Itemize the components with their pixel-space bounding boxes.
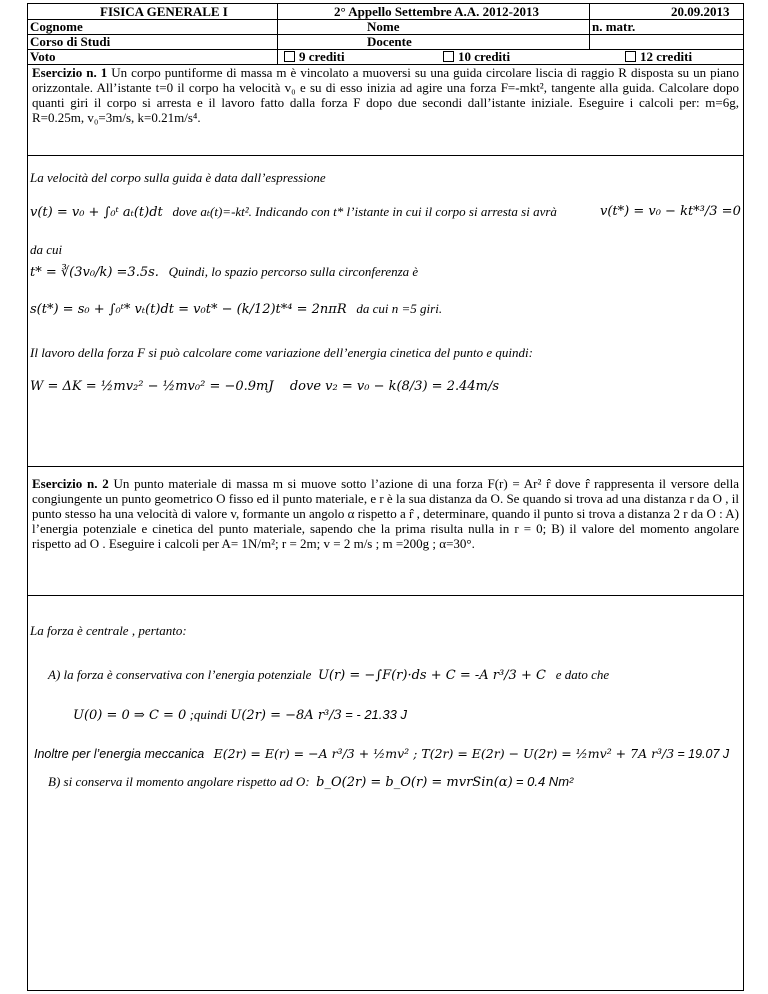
ex1-work-intro: Il lavoro della forza F si può calcolare come variazione dell’energia cinetica del punto e quindi: bbox=[30, 345, 533, 360]
ex2-potential-values: U(0) = 0 ⇒ C = 0 ;quindi U(2r) = −8A r³/3 = - 21.33 J bbox=[73, 707, 407, 723]
corso-label: Corso di Studi bbox=[30, 34, 111, 49]
ex1-equation-stop: v(t*) = v₀ − kt*³/3 =0 bbox=[600, 204, 741, 219]
exercise-1-text: Un corpo puntiforme di massa m è vincolato a muoversi su una guida circolare liscia di raggio R disposta su un piano orizzontale. All’istante t=0 il corpo ha velocità v₀ e su di esso inizia ad agire una forza F=-mkt², tangente alla guida. Calcolare dopo quanti giri il corpo si arresta e il lavoro fatto dalla forza F dopo due secondi dall’istante iniziale. Eseguire i calcoli per: m=6g, R=0.25m, v₀=3m/s, k=0.21m/s⁴. bbox=[32, 65, 740, 125]
exam-title: 2° Appello Settembre A.A. 2012-2013 bbox=[334, 4, 540, 19]
course-title: FISICA GENERALE I bbox=[100, 4, 228, 19]
nome-label: Nome bbox=[367, 19, 400, 34]
ex2-energy: Inoltre per l’energia meccanica E(2r) = E(r) = −A r³/3 + ½mv² ; T(2r) = E(2r) − U(2r) = ½mv² + 7A r³/3 = 19.07 J bbox=[34, 746, 730, 761]
col-divider bbox=[277, 4, 278, 64]
checkbox[interactable] bbox=[284, 51, 295, 62]
matr-label: n. matr. bbox=[592, 19, 636, 34]
exam-sheet bbox=[27, 3, 744, 991]
exercise-2-title: Esercizio n. 2 bbox=[32, 476, 109, 491]
section-divider bbox=[28, 155, 743, 156]
ex1-equation-time: t* = ∛(3v₀/k) =3.5s. Quindi, lo spazio percorso sulla circonferenza è bbox=[30, 264, 419, 280]
exercise-1-title: Esercizio n. 1 bbox=[32, 65, 108, 80]
credit-option-10[interactable]: 10 crediti bbox=[443, 49, 510, 64]
ex2-solution-intro: La forza è centrale , pertanto: bbox=[30, 623, 187, 638]
checkbox[interactable] bbox=[625, 51, 636, 62]
exercise-2-text: Un punto materiale di massa m si muove sotto l’azione di una forza F(r) = Ar² r̂ dove r̂ rappresenta il versore della congiungente un punto geometrico O fisso ed il punto materiale, e r è la sua distanza da O. Se quando si trova ad una distanza r da O , il punto stesso ha una velocità di valore v, formante un angolo α rispetto a r̂ , determinare, quando il punto si trova a distanza 2 r da O : A) l’energia potenziale e cinetica del punto materiale, sapendo che la prima risulta nulla in r = 0; B) il valore del momento angolare rispetto ad O . Eseguire i calcoli per A= 1N/m²; r = 2m; v = 2 m/s ; m =200g ; α=30°. bbox=[32, 476, 740, 551]
ex1-dacui: da cui bbox=[30, 242, 63, 257]
voto-label: Voto bbox=[30, 49, 56, 64]
ex1-solution-intro: La velocità del corpo sulla guida è data dall’espressione bbox=[30, 170, 326, 185]
col-divider bbox=[589, 4, 590, 49]
exercise-1-statement bbox=[32, 65, 739, 125]
ex1-equation-work: W = ΔK = ½mv₂² − ½mv₀² = −0.9mJ dove v₂ = v₀ − k(8/3) = 2.44m/s bbox=[30, 379, 500, 394]
section-divider bbox=[28, 595, 743, 596]
cognome-label: Cognome bbox=[30, 19, 83, 34]
ex1-equation-velocity: v(t) = v₀ + ∫₀ᵗ aₜ(t)dt dove aₜ(t)=-kt². Indicando con t* l’istante in cui il corpo si arresta si avrà bbox=[30, 204, 557, 220]
credit-option-12[interactable]: 12 crediti bbox=[625, 49, 692, 64]
ex2-part-b: B) si conserva il momento angolare rispetto ad O: b_O(2r) = b_O(r) = mvrSin(α) = 0.4 Nm² bbox=[48, 774, 574, 790]
credit-option-9[interactable]: 9 crediti bbox=[284, 49, 345, 64]
section-divider bbox=[28, 466, 743, 467]
checkbox[interactable] bbox=[443, 51, 454, 62]
ex1-equation-space: s(t*) = s₀ + ∫₀ᵗ* vₜ(t)dt = v₀t* − (k/12)t*⁴ = 2nπR da cui n =5 giri. bbox=[30, 301, 443, 317]
exercise-2-statement bbox=[32, 476, 739, 551]
ex2-part-a: A) la forza è conservativa con l’energia potenziale U(r) = −∫F(r)·ds + C = -A r³/3 + C e dato che bbox=[48, 667, 610, 683]
exam-date: 20.09.2013 bbox=[671, 4, 730, 19]
docente-label: Docente bbox=[367, 34, 412, 49]
